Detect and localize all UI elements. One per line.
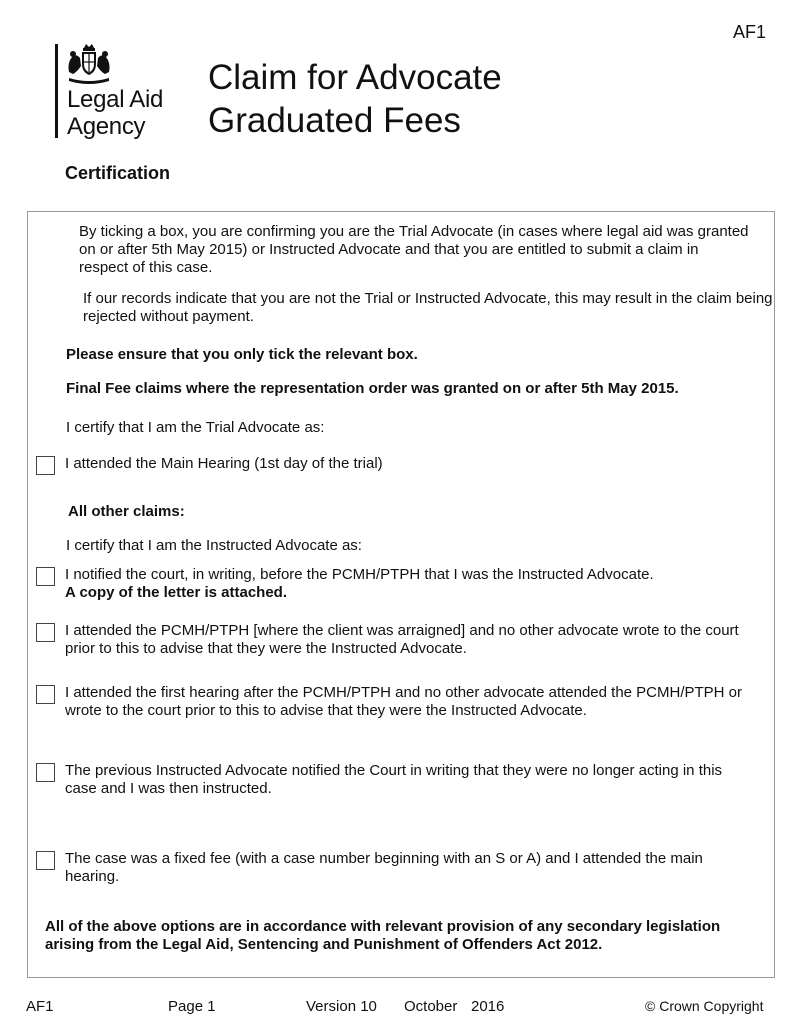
logo-wordmark <box>67 86 163 140</box>
certification-panel <box>27 211 775 978</box>
intro-paragraph-2: If our records indicate that you are not the Trial or Instructed Advocate, this may result in the claim being rejected without payment. <box>83 290 773 325</box>
attended-pcmh-label: I attended the PCMH/PTPH [where the client was arraigned] and no other advocate wrote to the court prior to this to advise that they were the Instructed Advocate. <box>65 622 739 657</box>
ensure-instruction: Please ensure that you only tick the relevant box. <box>66 346 418 363</box>
notified-court-label <box>65 566 745 602</box>
first-hearing-after-label: I attended the first hearing after the PCMH/PTPH and no other advocate attended the PCMH/PTPH or wrote to the court prior to this to advise that they were the Instructed Advocate. <box>65 684 743 719</box>
footer-copyright: © Crown Copyright <box>645 998 764 1014</box>
intro-paragraph-1: By ticking a box, you are confirming you are the Trial Advocate (in cases where legal aid was granted on or after 5th May 2015) or Instructed Advocate and that you are entitled to submit a claim in respect of this case. <box>79 223 749 276</box>
logo-wordmark-line1: Legal Aid <box>67 86 164 113</box>
page-title-line2: Graduated Fees <box>208 101 461 140</box>
page-title-line1: Claim for Advocate <box>208 58 502 97</box>
trial-main-hearing-checkbox[interactable] <box>36 456 55 475</box>
closing-statement: All of the above options are in accordance with relevant provision of any secondary legislation arising from the Legal Aid, Sentencing and Punishment of Offenders Act 2012. <box>45 918 721 953</box>
footer-version: Version 10 <box>306 998 377 1015</box>
footer-page-number: Page 1 <box>168 998 216 1015</box>
notified-court-checkbox[interactable] <box>36 567 55 586</box>
first-hearing-after-checkbox[interactable] <box>36 685 55 704</box>
footer-month: October <box>404 998 458 1015</box>
fixed-fee-checkbox[interactable] <box>36 851 55 870</box>
trial-main-hearing-label: I attended the Main Hearing (1st day of the trial) <box>65 455 383 472</box>
royal-crest-icon <box>65 42 113 86</box>
logo-divider <box>55 44 58 138</box>
page-title <box>208 56 502 142</box>
footer-year: 2016 <box>471 998 505 1015</box>
footer-form-code: AF1 <box>26 998 54 1015</box>
previous-advocate-checkbox[interactable] <box>36 763 55 782</box>
logo-wordmark-line2: Agency <box>67 113 146 140</box>
other-claims-heading: All other claims: <box>68 503 185 520</box>
instructed-certify-text: I certify that I am the Instructed Advocate as: <box>66 537 362 554</box>
notified-court-text: I notified the court, in writing, before the PCMH/PTPH that I was the Instructed Advocate. <box>65 566 654 583</box>
previous-advocate-label: The previous Instructed Advocate notified the Court in writing that they were no longer acting in this case and I was then instructed. <box>65 762 723 797</box>
final-fee-heading: Final Fee claims where the representation order was granted on or after 5th May 2015. <box>66 380 679 397</box>
attended-pcmh-checkbox[interactable] <box>36 623 55 642</box>
form-code: AF1 <box>732 22 766 42</box>
section-heading-certification: Certification <box>65 163 171 183</box>
trial-certify-text: I certify that I am the Trial Advocate as: <box>66 419 325 436</box>
letter-attached-note: A copy of the letter is attached. <box>65 584 287 601</box>
fixed-fee-label: The case was a fixed fee (with a case number beginning with an S or A) and I attended the main hearing. <box>65 850 703 885</box>
legal-aid-agency-logo <box>55 42 175 142</box>
